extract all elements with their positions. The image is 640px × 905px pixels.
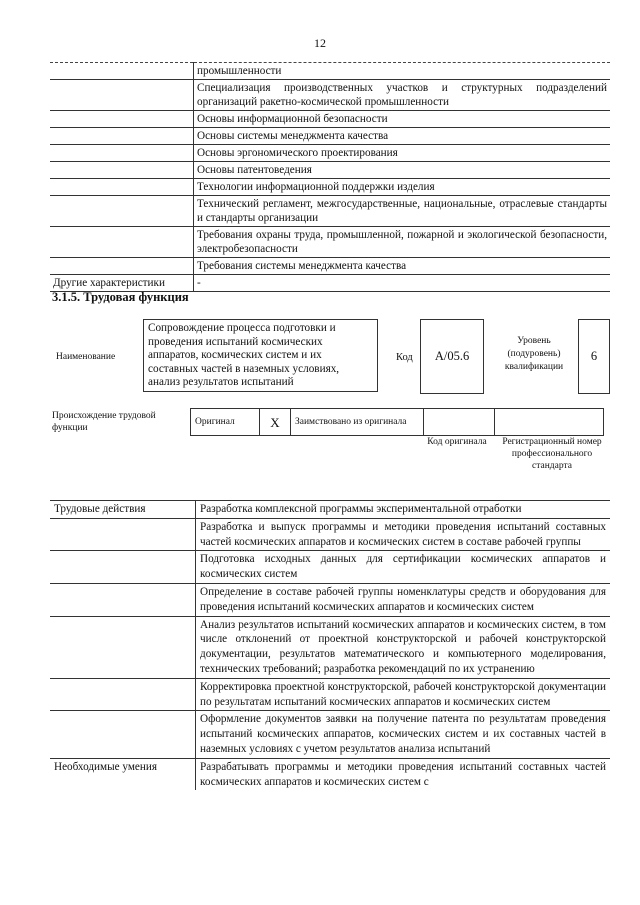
row-label [50,80,194,111]
borrowed-label: Заимствовано из оригинала [291,409,424,436]
row-label: Необходимые умения [50,758,196,790]
row-text: Основы патентоведения [194,162,611,179]
row-text: Технический регламент, межгосударственные, национальные, отраслевые стандарты и стандарты организации [194,196,611,227]
origin-table [190,408,604,436]
row-label [50,616,196,678]
table-row [50,678,610,711]
level-label: Уровень (подуровень) квалификации [504,336,564,372]
row-label [50,518,196,551]
row-text: Технологии информационной поддержки изделия [194,179,611,196]
table-row [50,128,610,145]
section-title: 3.1.5. Трудовая функция [52,290,189,304]
page-number: 12 [314,36,326,50]
table-row [50,162,610,179]
table-row [50,145,610,162]
row-label [50,583,196,616]
table-row [50,758,610,790]
function-code: A/05.6 [420,319,484,394]
function-name: Сопровождение процесса подготовки и проведения испытаний космических аппаратов, космических систем и их составных частей в наземных условиях, анализ результатов испытаний [143,319,378,392]
row-text: Требования охраны труда, промышленной, пожарной и экологической безопасности, электробезопасности [194,227,611,258]
row-text: Оформление документов заявки на получение патента по результатам проведения испытаний космических аппаратов, космических систем и их составных частей в наземных условиях с учетом результатов анализа испытаний [196,711,611,758]
row-text: промышленности [194,63,611,80]
row-text: Определение в составе рабочей группы номенклатуры средств и оборудования для проведения испытаний космических аппаратов и космических систем [196,583,611,616]
row-label [50,258,194,275]
row-text: - [194,275,611,292]
row-label [50,711,196,758]
row-text: Основы информационной безопасности [194,111,611,128]
qualification-level: 6 [578,319,610,394]
table-row [50,501,610,519]
table-row [50,63,610,80]
row-label [50,551,196,584]
requirements-table [50,62,610,292]
original-label: Оригинал [191,409,260,436]
table-row [50,616,610,678]
row-text: Основы эргономического проектирования [194,145,611,162]
row-label [50,227,194,258]
table-row [50,711,610,758]
row-text: Требования системы менеджмента качества [194,258,611,275]
original-mark: X [260,409,291,436]
row-text: Разработка и выпуск программы и методики проведения испытаний составных частей космических аппаратов и космических систем в составе рабочей группы [196,518,611,551]
table-row [50,111,610,128]
row-text: Корректировка проектной конструкторской, рабочей конструкторской документации по результатам испытаний космических аппаратов и космических систем [196,678,611,711]
row-label [50,162,194,179]
row-label [50,678,196,711]
table-row [50,227,610,258]
code-caption: Код оригинала [427,437,487,447]
table-row [50,518,610,551]
row-text: Основы системы менеджмента качества [194,128,611,145]
row-label [50,179,194,196]
code-label: Код [396,352,413,363]
row-text: Подготовка исходных данных для сертификации космических аппаратов и космических систем [196,551,611,584]
row-label: Трудовые действия [50,501,196,519]
registration-caption: Регистрационный номер профессионального стандарта [502,437,602,471]
actions-table [50,500,610,790]
registration-number-cell [495,409,604,436]
row-label [50,145,194,162]
row-text: Анализ результатов испытаний космических аппаратов и космических систем, в том числе отклонений от проектной конструкторской и рабочей конструкторской документации, результатов математического и компьютерного моделирования, технических требований; разработка рекомендаций по их устранению [196,616,611,678]
row-label [50,196,194,227]
table-row [50,196,610,227]
table-row [50,179,610,196]
table-row [50,275,610,292]
row-text: Специализация производственных участков и структурных подразделений организаций ракетно-космической промышленности [194,80,611,111]
row-label: Другие характеристики [50,275,194,292]
table-row [50,583,610,616]
original-code-cell [424,409,495,436]
name-label: Наименование [56,352,116,362]
row-text: Разработка комплексной программы экспериментальной отработки [196,501,611,519]
table-row [50,80,610,111]
row-label [50,63,194,80]
row-label [50,128,194,145]
table-row [50,551,610,584]
origin-label: Происхождение трудовой функции [52,411,156,433]
row-label [50,111,194,128]
row-text: Разрабатывать программы и методики проведения испытаний составных частей космических аппаратов и космических систем с [196,758,611,790]
table-row [50,258,610,275]
